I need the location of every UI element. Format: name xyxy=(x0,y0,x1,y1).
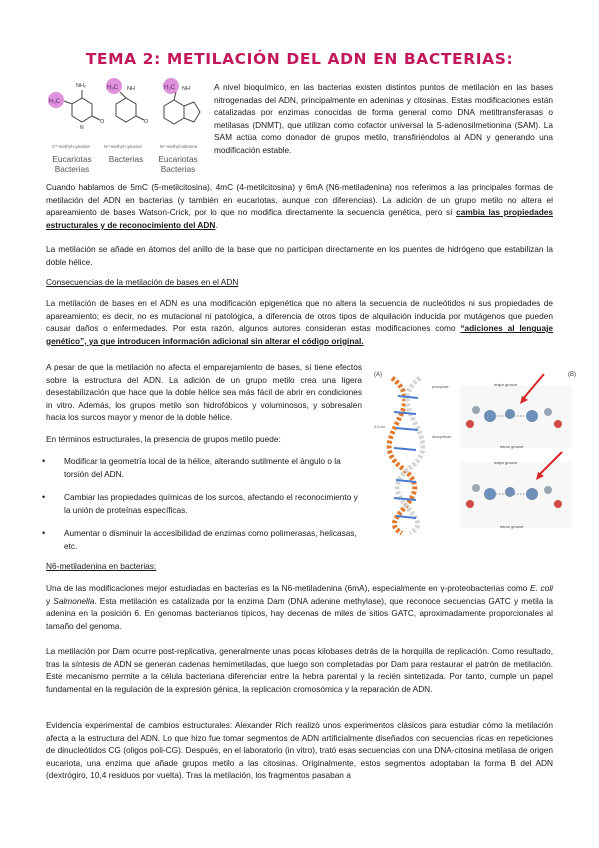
svg-text:NH₂: NH₂ xyxy=(76,83,87,89)
svg-text:O: O xyxy=(100,119,105,125)
structural-intro: En términos estructurales, la presencia de grupos metilo puede: xyxy=(46,434,281,444)
svg-text:H₃C: H₃C xyxy=(107,85,119,91)
list-item: • Cambiar las propiedades químicas de los surcos, afectando el reconocimiento y la unión de proteínas específicas. xyxy=(64,491,364,516)
svg-text:(B): (B) xyxy=(568,372,576,378)
cytosine-5-methyl-structure xyxy=(44,76,212,166)
section-heading-n6: N6-metiladenina en bacterias: xyxy=(46,561,157,571)
svg-text:minor groove: minor groove xyxy=(500,524,524,529)
svg-text:minor groove: minor groove xyxy=(500,444,524,449)
kingdom-label: Eucariotas Bacterias xyxy=(158,154,198,174)
list-item: • Aumentar o disminuir la accesibilidad de enzimas como polimerasas, helicasas, etc. xyxy=(64,527,364,552)
epigenetic-paragraph: La metilación de bases en el ADN es una modificación epigenética que no altera la secuencia de nucleótidos ni sus propiedades de apareamiento; es decir, no es mutacional ni patológica, a diferencia de otros tipos de alquilación inducida por mutágenos que pueden causar daños o enfermedades. Por esta razón, algunos autores consideran estas modificaciones como “adiciones al lenguaje genético”, ya que introducen información adicional sin alterar el código original. xyxy=(46,298,553,346)
intro-paragraph: A nivel bioquímico, en las bacterias existen distintos puntos de metilación en las bases nitrogenadas del ADN, principalmente en adeninas y citosinas. Estas modificaciones están catalizadas por enzimas conocidas de forma general como DNA metiltransferasas o metilasas (DNMT), que utilizan como cofactor universal la S-adenosilmetionina (SAM). La SAM actúa como donador de grupos metilo, transfiriéndolos al ADN y generando una modificación estable. xyxy=(214,82,553,155)
structure-paragraph: A pesar de que la metilación no afecta el emparejamiento de bases, sí tiene efectos sobre la estructura del ADN. La adición de un grupo metilo crea una ligera desestabilización que hace que la doble hélice sea más fácil de abrir en condiciones in vitro. Además, los grupos metilo son hidrofóbicos y voluminosos, y sobresalen hacia los surcos mayor y menor de la doble hélice. xyxy=(46,362,362,423)
svg-text:(A): (A) xyxy=(374,372,382,378)
svg-text:H₃C: H₃C xyxy=(164,85,176,91)
n6-paragraph: Una de las modificaciones mejor estudiadas en bacterias es la N6-metiladenina (6mA), especialmente en γ-proteobacterias como E. coli y Salmonella. Esta metilación es catalizada por la enzima Dam (DNA adenine methylase), que reconoce secuencias GATC y metila la adenina en la posición 6. En genomas bacterianos típicos, hay decenas de miles de sitios GATC, aproximadamente proporcionales al tamaño del genoma. xyxy=(46,583,554,631)
methyl-group-label: H₃C xyxy=(49,99,61,105)
svg-text:NH: NH xyxy=(127,86,135,92)
rich-experiment-paragraph: Evidencia experimental de cambios estructurales: Alexander Rich realizó unos experimentos clásicos para estudiar cómo la metilación afecta a la estructura del ADN. Lo que hizo fue tomar segmentos de ADN artificialmente diseñados con secuencias ricas en repeticiones de dinucleótidos CG (oligos poli-CG). Después, en el laboratorio (in vitro), trató esas secuencias con una DNA-citosina metilasa de origen eucariota, una enzima que añade grupos metilo a las citosinas. Originalmente, estos segmentos adoptaban la forma B del ADN (dextrógiro, 10,4 residuos por vuelta). Tras la metilación, los fragmentos pasaban a xyxy=(46,720,553,781)
structural-effects-list xyxy=(64,455,364,564)
section-heading-consequences: Consecuencias de la metilación de bases en el ADN xyxy=(46,277,239,287)
molecule-label: C⁵-methyl-cytosine xyxy=(52,144,90,149)
svg-text:O: O xyxy=(144,119,149,125)
svg-text:phosphate: phosphate xyxy=(432,385,449,389)
kingdom-label: Eucariotas Bacterias xyxy=(52,154,92,174)
svg-text:N: N xyxy=(80,125,84,131)
dam-paragraph: La metilación por Dam ocurre post-replicativa, generalmente unas pocas kilobases detrás de la horquilla de replicación. Como resultado, tras la síntesis de ADN se generan cadenas hemimetiladas, que luego son completadas por Dam para restaurar el patrón de metilación. Este mecanismo permite a la célula bacteriana diferenciar entre la hebra parental y la recién sintetizada. Por tanto, cumple un papel fundamental en la regulación de la expresión génica, la replicación cromosómica y la reparación de ADN. xyxy=(46,646,553,694)
svg-text:major groove: major groove xyxy=(494,382,518,387)
list-item: • Modificar la geometría local de la hélice, alterando sutilmente el ángulo o la torsión del ADN. xyxy=(64,455,364,480)
base-pair-bottom xyxy=(460,452,572,529)
molecule-label: N⁶-methyl-adenine xyxy=(160,144,198,149)
svg-text:3.4 nm: 3.4 nm xyxy=(374,425,385,429)
dna-methyl-groove-figure xyxy=(372,368,578,536)
kingdom-label: Bacterias xyxy=(108,154,144,164)
svg-text:major groove: major groove xyxy=(494,460,518,465)
svg-text:deoxyribose: deoxyribose xyxy=(432,435,452,439)
forms-paragraph: Cuando hablamos de 5mC (5-metilcitosina), 4mC (4-metilcitosina) y 6mA (N6-metiladenina) nos referimos a las principales formas de metilación del ADN en bacterias (y también en eucariotas, aunque con diferencias). La adición de un grupo metilo no altera el apareamiento de bases Watson-Crick, por lo que no modifica directamente la secuencia genética, pero sí cambia las propiedades estructurales y de reconocimiento del ADN. xyxy=(46,182,553,230)
ring-atoms-paragraph: La metilación se añade en átomos del anillo de la base que no participan directamente en los puentes de hidrógeno que estabilizan la doble hélice. xyxy=(46,244,553,267)
molecule-label: N⁴-methyl-cytosine xyxy=(104,144,142,149)
page-title: TEMA 2: METILACIÓN DEL ADN EN BACTERIAS: xyxy=(85,50,514,68)
svg-text:NH: NH xyxy=(182,86,190,92)
